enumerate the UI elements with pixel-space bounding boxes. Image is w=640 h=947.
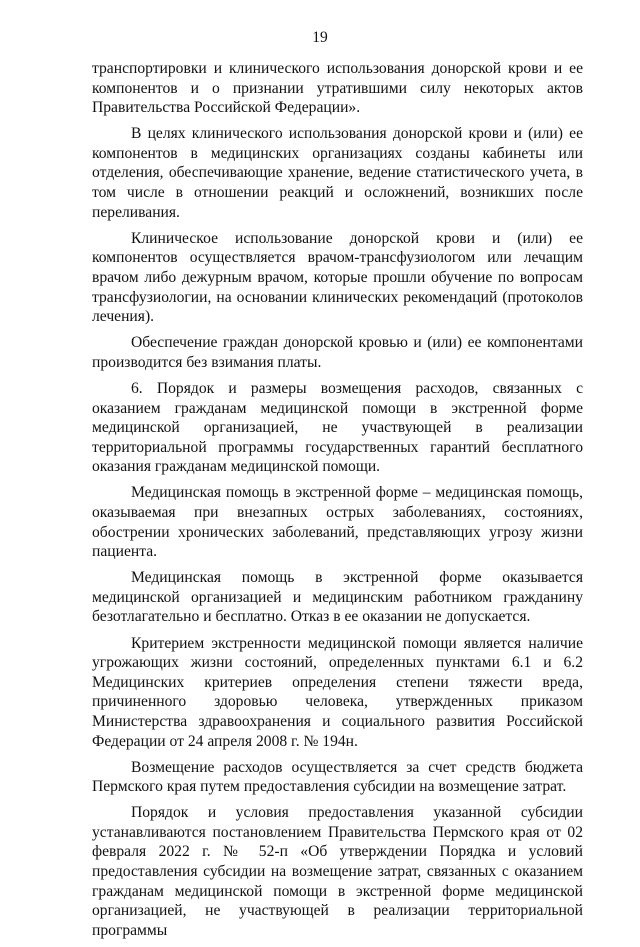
paragraph-emergency-criteria: Критерием экстренности медицинской помощи является наличие угрожающих жизни состояний, определенных пунктами 6.1 и 6.2 Медицинских критериев определения степени тяжести вреда, причиненного здоровью человека, утвержденных приказом Министерства здравоохранения и социального развития Российской Федерации от 24 апреля 2008 г. № 194н.	[92, 634, 583, 750]
paragraph-subsidy-procedure: Порядок и условия предоставления указанной субсидии устанавливаются постановлением Правительства Пермского края от 02 февраля 2022 г. № 52-п «Об утверждении Порядка и условий предоставления субсидии на возмещение затрат, связанных с оказанием гражданам медицинской помощи в экстренной форме медицинской организацией, не участвующей в реализации территориальной программы	[92, 804, 583, 939]
paragraph-section-6-heading: 6. Порядок и размеры возмещения расходов, связанных с оказанием гражданам медицинской помощи в экстренной форме медицинской организацией, не участвующей в реализации территориальной программы государственных гарантий бесплатного оказания гражданам медицинской помощи.	[92, 379, 583, 476]
paragraph-continuation: транспортировки и клинического использования донорской крови и ее компонентов и о признании утратившими силу некоторых актов Правительства Российской Федерации».	[92, 60, 583, 117]
paragraph-clinical-use: Клиническое использование донорской крови и (или) ее компонентов осуществляется врачом-трансфузиологом или лечащим врачом либо дежурным врачом, которые прошли обучение по вопросам трансфузиологии, на основании клинических рекомендаций (протоколов лечения).	[92, 229, 583, 326]
paragraph-free-provision: Обеспечение граждан донорской кровью и (или) ее компонентами производится без взимания платы.	[92, 334, 583, 371]
paragraph-blood-storage-units: В целях клинического использования донорской крови и (или) ее компонентов в медицинских организациях созданы кабинеты или отделения, обеспечивающие хранение, ведение статистического учета, в том числе в отношении реакций и осложнений, возникших после переливания.	[92, 125, 583, 221]
paragraph-emergency-definition: Медицинская помощь в экстренной форме – медицинская помощь, оказываемая при внезапных острых заболеваниях, состояниях, обострении хронических заболеваний, представляющих угрозу жизни пациента.	[92, 484, 583, 561]
paragraph-reimbursement-source: Возмещение расходов осуществляется за счет средств бюджета Пермского края путем предоставления субсидии на возмещение затрат.	[92, 758, 583, 796]
paragraph-emergency-free: Медицинская помощь в экстренной форме оказывается медицинской организацией и медицинским работником гражданину безотлагательно и бесплатно. Отказ в ее оказании не допускается.	[92, 569, 583, 626]
document-body	[92, 59, 583, 947]
page-number: 19	[312, 29, 328, 46]
